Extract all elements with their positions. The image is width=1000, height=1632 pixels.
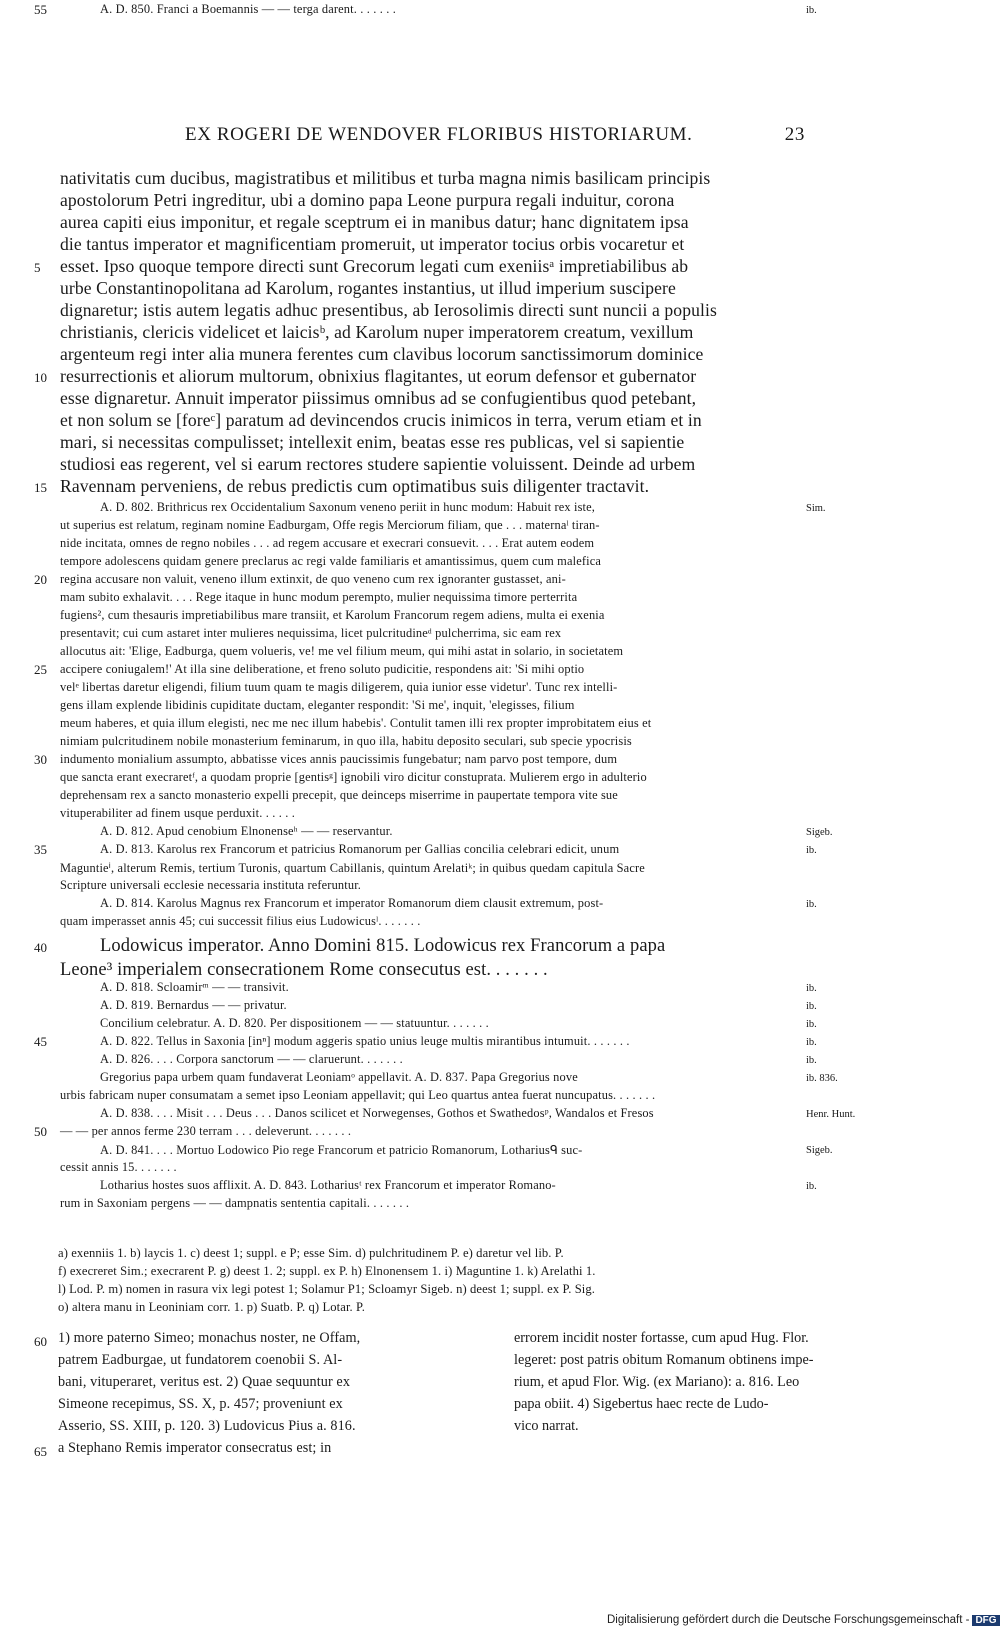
line-text: Lodowicus imperator. Anno Domini 815. Lodowicus rex Francorum a papa	[100, 936, 666, 956]
line-text: presentavit; cui cum astaret inter mulieres nequissima, licet pulcritudineᵈ pulcherrima, sic eam rex	[60, 626, 562, 640]
text-line	[0, 476, 1000, 498]
footnote-line	[0, 1418, 1000, 1440]
line-text: apostolorum Petri ingreditur, ubi a domino papa Leone purpura regali induitur, corona	[60, 190, 675, 210]
margin-source-note: Henr. Hunt.	[806, 1109, 856, 1120]
line-text: Ravennam perveniens, de rebus predictis cum optimatibus suis diligenter tractavit.	[60, 476, 650, 496]
line-text: allocutus ait: 'Elige, Eadburga, quem volueris, ve! me vel filium meum, qui mihi astat in solario, in societatem	[60, 644, 624, 658]
text-line	[0, 366, 1000, 388]
line-text: Maguntieⁱ, alterum Remis, tertium Turonis, quartum Cabillanis, quintum Arelatiᵏ; in quibus quedam capitula Sacre	[60, 861, 645, 875]
footnote-line	[0, 1352, 1000, 1374]
line-text: die tantus imperator et magnificentiam promeruit, ut imperator tocius orbis vocaretur et	[60, 234, 685, 254]
line-text: gens illam explende libidinis cupiditate ductam, eleganter respondit: 'Si me', inquit, 'elegisses, filium	[60, 698, 575, 712]
line-text: velᵉ libertas daretur eligendi, filium tuum quam te magis diligerem, quia iunior esse videtur'. Tunc rex intelli-	[60, 680, 618, 694]
footnote-left-column: patrem Eadburgae, ut fundatorem coenobii S. Al-	[58, 1352, 343, 1368]
margin-source-note: ib.	[806, 1001, 817, 1012]
apparatus-text: l) Lod. P. m) nomen in rasura vix legi potest 1; Solamur P1; Scloamyr Sigeb. n) deest 1; suppl. ex P. Sig.	[58, 1282, 596, 1296]
text-line	[0, 388, 1000, 410]
line-text: studiosi eas regerent, vel si earum rectores studere sapientie voluissent. Deinde ad urbem	[60, 454, 696, 474]
line-text: A. D. 850. Franci a Boemannis — — terga darent. . . . . . .	[100, 2, 396, 16]
line-number: 40	[34, 940, 47, 955]
line-text: urbis fabricam nuper consumatam a semet ipso Leoniam appellavit; qui Leo quartus antea fuerat nuncupatus. . . . . . .	[60, 1088, 656, 1102]
line-number: 55	[34, 2, 47, 17]
line-number: 5	[34, 260, 41, 275]
line-text: rum in Saxoniam pergens — — dampnatis sententia capitali. . . . . . .	[60, 1196, 410, 1210]
text-line	[0, 278, 1000, 300]
line-text: A. D. 838. . . . Misit . . . Deus . . . Danos scilicet et Norwegenses, Gothos et Swathedosᵖ, Wandalos et Fresos	[100, 1106, 654, 1120]
footnote-left-column: bani, vituperaret, veritus est. 2) Quae sequuntur ex	[58, 1374, 351, 1390]
line-text: mari, si necessitas compulisset; intellexit enim, beatas esse res publicas, vel si sapientie	[60, 432, 685, 452]
margin-source-note: ib.	[806, 5, 817, 16]
footnote-right-column: papa obiit. 4) Sigebertus haec recte de Ludo-	[514, 1396, 769, 1412]
line-text: A. D. 822. Tellus in Saxonia [inⁿ] modum aggeris spatio unius leuge multis mirantibus intumuit. . . . . . .	[100, 1034, 630, 1048]
line-text: dignaretur; istis autem legatis adhuc presentibus, ab Ierosolimis directi sunt nuncii a populis	[60, 300, 717, 320]
line-number: 15	[34, 480, 47, 495]
footnote-left-column: Simeone recepimus, SS. X, p. 457; proveniunt ex	[58, 1396, 343, 1412]
line-number: 65	[34, 1444, 47, 1459]
text-line	[0, 256, 1000, 278]
footnote-right-column: vico narrat.	[514, 1418, 579, 1434]
line-text: — — per annos ferme 230 terram . . . deleverunt. . . . . . .	[60, 1124, 352, 1138]
line-text: nide incitata, omnes de regno nobiles . . . ad regem accusare et execrari consuevit. . . . Erat autem eodem	[60, 536, 595, 550]
line-text: ut superius est relatum, reginam nomine Eadburgam, Offe regis Merciorum filiam, que . . . maternaˡ tiran-	[60, 518, 600, 532]
text-line	[0, 190, 1000, 212]
line-text: A. D. 841. . . . Mortuo Lodowico Pio rege Francorum et patricio Romanorum, Lothariusᑫ suc-	[100, 1143, 583, 1157]
footnote-line	[0, 1396, 1000, 1418]
line-text: vituperabiliter ad finem usque perduxit. . . . . .	[60, 806, 295, 820]
line-text: accipere coniugalem!' At illa sine deliberatione, et freno soluto pudicitie, respondens ait: 'Si mihi optio	[60, 662, 585, 676]
text-line	[0, 168, 1000, 190]
footnote-right-column: errorem incidit noster fortasse, cum apud Hug. Flor.	[514, 1330, 809, 1346]
margin-source-note: ib.	[806, 899, 817, 910]
line-text: esset. Ipso quoque tempore directi sunt Grecorum legati cum exeniisᵃ impretiabilibus ab	[60, 256, 689, 276]
line-number: 30	[34, 752, 47, 767]
apparatus-text: a) exenniis 1. b) laycis 1. c) deest 1; suppl. e P; esse Sim. d) pulchritudinem P. e) daretur vel lib. P.	[58, 1246, 564, 1260]
line-number: 35	[34, 842, 47, 857]
text-line	[0, 410, 1000, 432]
line-text: regina accusare non valuit, veneno illum extinxit, de quo veneno cum rex ignoranter gustasset, ani-	[60, 572, 566, 586]
margin-source-note: ib. 836.	[806, 1073, 838, 1084]
text-line	[0, 0, 1000, 22]
text-line	[0, 212, 1000, 234]
text-line	[0, 234, 1000, 256]
line-text: A. D. 819. Bernardus — — privatur.	[100, 998, 287, 1012]
line-text: A. D. 802. Brithricus rex Occidentalium Saxonum veneno periit in hunc modum: Habuit rex iste,	[100, 500, 596, 514]
line-text: argenteum regi inter alia munera ferentes cum clavibus locorum sanctissimorum dominice	[60, 344, 704, 364]
apparatus-text: o) altera manu in Leoniniam corr. 1. p) Suatb. P. q) Lotar. P.	[58, 1300, 365, 1314]
line-text: resurrectionis et aliorum multorum, obnixius flagitantes, ut eorum defensor et gubernator	[60, 366, 697, 386]
line-text: Gregorius papa urbem quam fundaverat Leoniamᵒ appellavit. A. D. 837. Papa Gregorius nove	[100, 1070, 578, 1084]
footnote-right-column: legeret: post patris obitum Romanum obtinens impe-	[514, 1352, 814, 1368]
footnote-right-column: rium, et apud Flor. Wig. (ex Mariano): a. 816. Leo	[514, 1374, 800, 1390]
line-text: meum haberes, et quia illum elegisti, nec me nec illum habebis'. Contulit tamen illi rex propter improbitatem eius et	[60, 716, 652, 730]
line-number: 45	[34, 1034, 47, 1049]
dfg-footer	[607, 1614, 1000, 1626]
line-text: nativitatis cum ducibus, magistratibus et militibus et turba magna nimis basilicam principis	[60, 168, 711, 188]
footnote-line	[0, 1440, 1000, 1462]
margin-source-note: ib.	[806, 1037, 817, 1048]
margin-source-note: Sim.	[806, 503, 826, 514]
line-number: 25	[34, 662, 47, 677]
line-text: et non solum se [foreᶜ] paratum ad devincendos crucis inimicos in terra, verum etiam et in	[60, 410, 702, 430]
line-text: A. D. 813. Karolus rex Francorum et patricius Romanorum per Gallias concilia celebrari edicit, unum	[100, 842, 620, 856]
line-text: A. D. 814. Karolus Magnus rex Francorum et imperator Romanorum diem clausit extremum, post-	[100, 896, 604, 910]
text-line	[0, 454, 1000, 476]
margin-source-note: ib.	[806, 1055, 817, 1066]
footnote-left-column: a Stephano Remis imperator consecratus est; in	[58, 1440, 332, 1456]
margin-source-note: ib.	[806, 1019, 817, 1030]
line-text: Leone³ imperialem consecrationem Rome consecutus est. . . . . . .	[60, 960, 548, 980]
dfg-logo: DFG	[972, 1615, 999, 1626]
line-text: cessit annis 15. . . . . . .	[60, 1160, 177, 1174]
line-number: 20	[34, 572, 47, 587]
footer-text: Digitalisierung gefördert durch die Deutsche Forschungsgemeinschaft -	[607, 1614, 970, 1626]
margin-source-note: ib.	[806, 845, 817, 856]
text-line	[0, 432, 1000, 454]
margin-source-note: ib.	[806, 1181, 817, 1192]
line-text: deprehensam rex a sancto monasterio expelli precepit, que deinceps miserrime in paupertate tempora vite sue	[60, 788, 618, 802]
line-number: 50	[34, 1124, 47, 1139]
line-text: A. D. 818. Scloamirᵐ — — transivit.	[100, 980, 289, 994]
line-text: nimiam pulcritudinem nobile monasterium feminarum, in quo illa, habitu deposito seculari, sub specie ypocrisis	[60, 734, 632, 748]
line-text: Concilium celebratur. A. D. 820. Per dispositionem — — statuuntur. . . . . . .	[100, 1016, 489, 1030]
line-text: Lotharius hostes suos afflixit. A. D. 843. Lothariusᵗ rex Francorum et imperator Romano-	[100, 1178, 556, 1192]
running-title: EX ROGERI DE WENDOVER FLORIBUS HISTORIARUM.	[185, 124, 693, 145]
apparatus-text: f) execreret Sim.; execrarent P. g) deest 1. 2; suppl. ex P. h) Elnonensem 1. i) Maguntine 1. k) Arelathi 1.	[58, 1264, 596, 1278]
line-text: christianis, clericis videlicet et laicisᵇ, ad Karolum nuper imperatorem creatum, vexillum	[60, 322, 694, 342]
line-number: 10	[34, 370, 47, 385]
line-text: indumento monialium assumpto, abbatisse vices annis paucissimis fungebatur; nam parvo post tempore, dum	[60, 752, 618, 766]
line-text: A. D. 812. Apud cenobium Elnonenseʰ — — reservantur.	[100, 824, 393, 838]
line-text: Scripture universali ecclesie necessaria instituta referuntur.	[60, 878, 362, 892]
margin-source-note: Sigeb.	[806, 1145, 833, 1156]
line-text: mam subito exhalavit. . . . Rege itaque in hunc modum perempto, mulier nequissima timore perterrita	[60, 590, 578, 604]
text-line	[0, 936, 1000, 958]
footnote-left-column: Asserio, SS. XIII, p. 120. 3) Ludovicus Pius a. 816.	[58, 1418, 356, 1434]
text-line	[0, 300, 1000, 322]
footnote-left-column: 1) more paterno Simeo; monachus noster, ne Offam,	[58, 1330, 361, 1346]
page-number: 23	[784, 124, 805, 145]
line-text: quam imperasset annis 45; cui successit filius eius Ludowicusˡ. . . . . . .	[60, 914, 421, 928]
line-text: A. D. 826. . . . Corpora sanctorum — — claruerunt. . . . . . .	[100, 1052, 403, 1066]
margin-source-note: Sigeb.	[806, 827, 833, 838]
text-line	[0, 912, 1000, 934]
footnote-line	[0, 1374, 1000, 1396]
apparatus-line	[0, 1300, 1000, 1322]
margin-source-note: ib.	[806, 983, 817, 994]
line-text: que sancta erant execraretᶠ, a quodam proprie [gentisᵍ] ignobili viro dicitur constuprata. Mulierem ergo in adulterio	[60, 770, 647, 784]
line-text: aurea capiti eius imponitur, et regale sceptrum ei in manibus datur; hanc dignitatem ipsa	[60, 212, 689, 232]
line-text: esse dignaretur. Annuit imperator piissimus omnibus ad se confugientibus quod petebant,	[60, 388, 697, 408]
text-line	[0, 322, 1000, 344]
line-number: 60	[34, 1334, 47, 1349]
text-line	[0, 1194, 1000, 1216]
text-line	[0, 344, 1000, 366]
footnote-line	[0, 1330, 1000, 1352]
line-text: tempore adolescens quidam genere preclarus ac regi valde familiaris et amantissimus, quem cum malefica	[60, 554, 602, 568]
line-text: fugiens², cum thesauris impretiabilibus mare transiit, et Karolum Francorum regem adiens, multa ei exenia	[60, 608, 605, 622]
line-text: urbe Constantinopolitana ad Karolum, rogantes instantius, ut illud imperium suscipere	[60, 278, 676, 298]
